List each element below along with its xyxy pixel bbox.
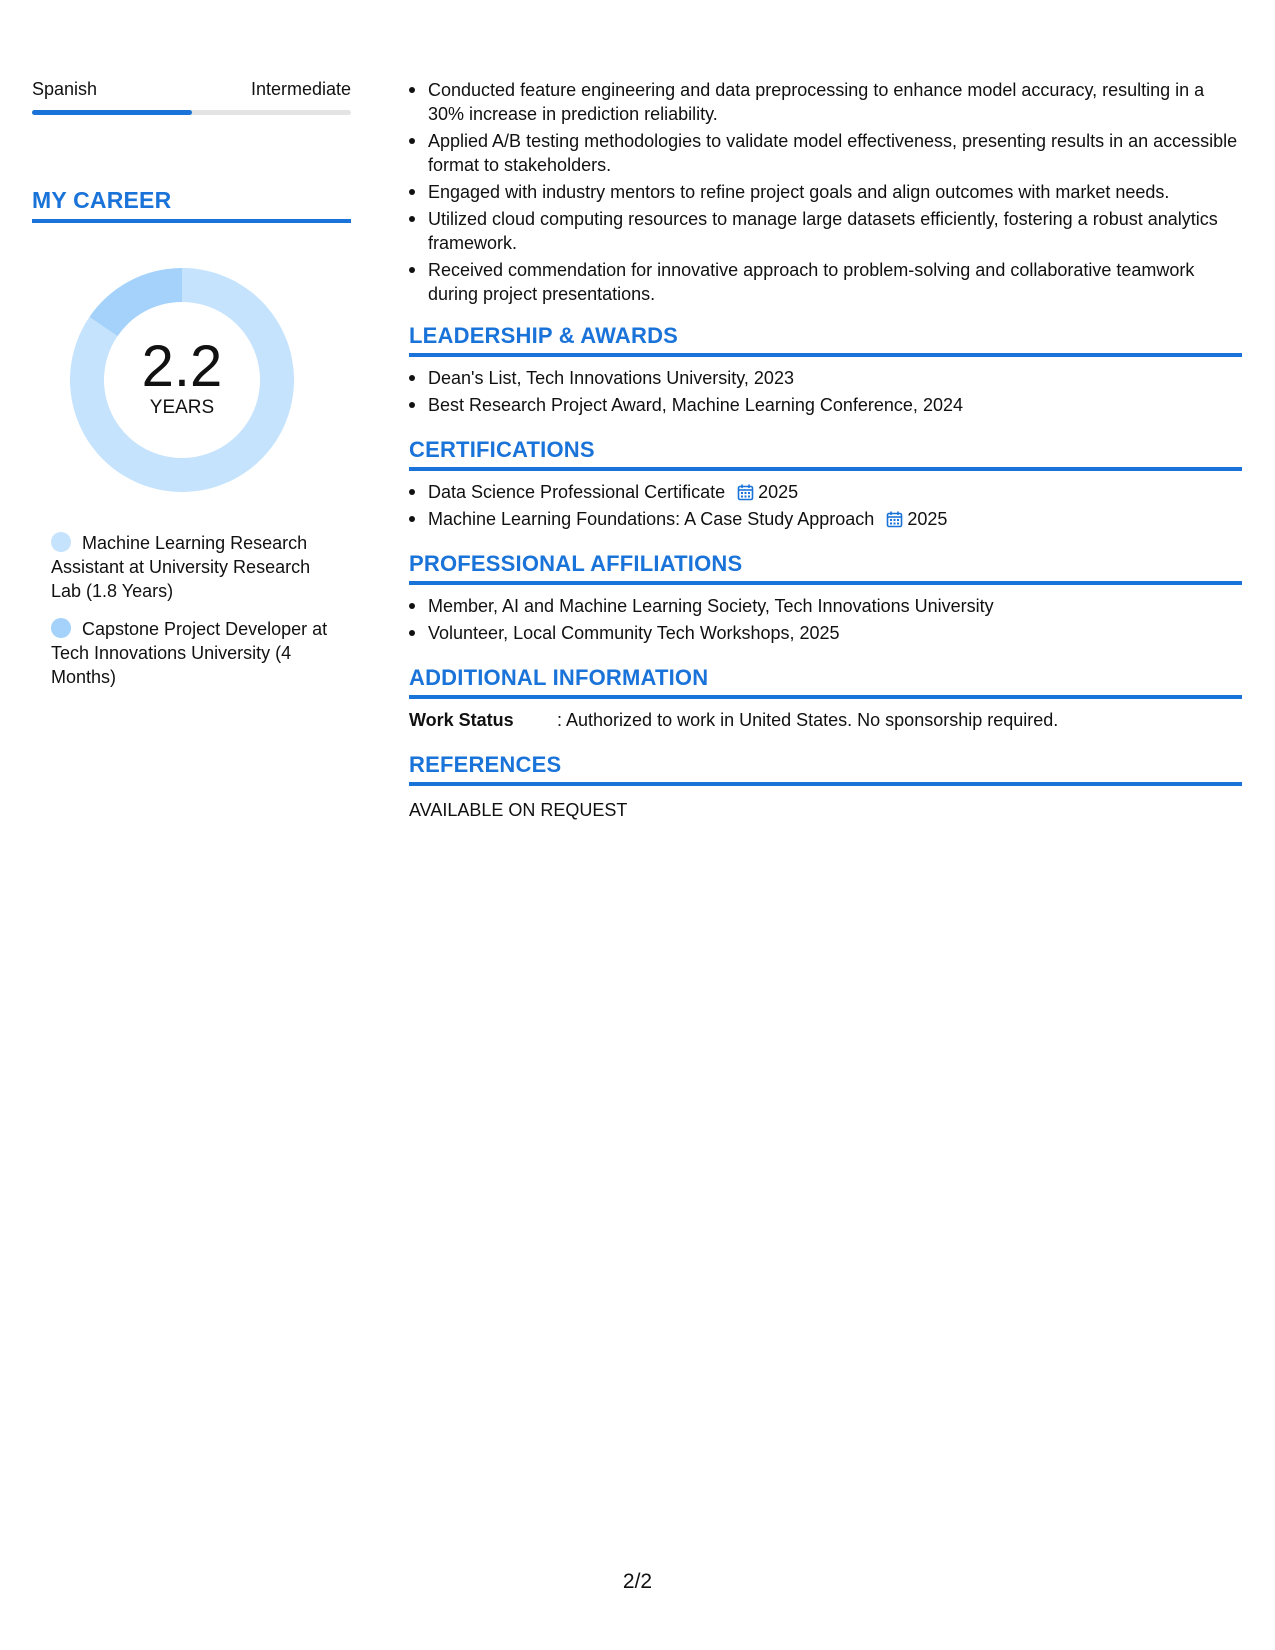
leadership-list bbox=[409, 366, 1242, 417]
affiliations-list bbox=[409, 594, 1242, 645]
list-item bbox=[428, 480, 1242, 504]
language-proficiency-fill bbox=[32, 110, 192, 115]
career-total-unit: YEARS bbox=[149, 397, 215, 418]
experience-bullets bbox=[409, 78, 1242, 306]
list-item: Engaged with industry mentors to refine project goals and align outcomes with market needs. bbox=[428, 180, 1242, 204]
calendar-icon bbox=[737, 484, 754, 501]
certification-year: 2025 bbox=[758, 482, 799, 502]
list-item: Received commendation for innovative approach to problem-solving and collaborative teamwork during project presentations. bbox=[428, 258, 1242, 306]
list-item: Dean's List, Tech Innovations University, 2023 bbox=[428, 366, 1242, 390]
list-item: Utilized cloud computing resources to manage large datasets efficiently, fostering a robust analytics framework. bbox=[428, 207, 1242, 255]
affiliations-heading: PROFESSIONAL AFFILIATIONS bbox=[409, 551, 1242, 585]
work-status-label: Work Status bbox=[409, 710, 514, 730]
career-legend-label: Capstone Project Developer at Tech Innovations University (4 Months) bbox=[51, 619, 328, 687]
career-legend-item bbox=[51, 531, 331, 603]
list-item bbox=[428, 507, 1242, 531]
career-legend-item bbox=[51, 617, 331, 689]
certification-name: Data Science Professional Certificate bbox=[428, 482, 726, 502]
sidebar bbox=[32, 78, 351, 703]
additional-info-heading: ADDITIONAL INFORMATION bbox=[409, 665, 1242, 699]
list-item: Volunteer, Local Community Tech Workshops, 2025 bbox=[428, 621, 1242, 645]
language-row bbox=[32, 78, 351, 100]
career-donut-chart bbox=[67, 265, 297, 495]
references-heading: REFERENCES bbox=[409, 752, 1242, 786]
language-proficiency-bar bbox=[32, 110, 351, 115]
legend-dot-icon bbox=[51, 532, 71, 552]
language-level: Intermediate bbox=[250, 79, 351, 99]
career-legend bbox=[51, 531, 331, 689]
work-status-row bbox=[409, 708, 1242, 732]
career-total-value: 2.2 bbox=[141, 334, 223, 399]
main-column bbox=[409, 78, 1242, 822]
certifications-list bbox=[409, 480, 1242, 531]
list-item: Best Research Project Award, Machine Learning Conference, 2024 bbox=[428, 393, 1242, 417]
certifications-heading: CERTIFICATIONS bbox=[409, 437, 1242, 471]
calendar-icon bbox=[886, 511, 903, 528]
certification-name: Machine Learning Foundations: A Case Study Approach bbox=[428, 509, 875, 529]
list-item: Applied A/B testing methodologies to validate model effectiveness, presenting results in an accessible format to stakeholders. bbox=[428, 129, 1242, 177]
work-status-value: : Authorized to work in United States. No sponsorship required. bbox=[557, 710, 1059, 730]
legend-dot-icon bbox=[51, 618, 71, 638]
career-legend-label: Machine Learning Research Assistant at University Research Lab (1.8 Years) bbox=[51, 533, 311, 601]
leadership-heading: LEADERSHIP & AWARDS bbox=[409, 323, 1242, 357]
page-number: 2/2 bbox=[622, 1570, 653, 1593]
career-heading: MY CAREER bbox=[32, 187, 351, 223]
list-item: Member, AI and Machine Learning Society, Tech Innovations University bbox=[428, 594, 1242, 618]
references-text: AVAILABLE ON REQUEST bbox=[409, 800, 628, 820]
list-item: Conducted feature engineering and data preprocessing to enhance model accuracy, resulting in a 30% increase in prediction reliability. bbox=[428, 78, 1242, 126]
certification-year: 2025 bbox=[907, 509, 948, 529]
language-name: Spanish bbox=[32, 79, 98, 99]
